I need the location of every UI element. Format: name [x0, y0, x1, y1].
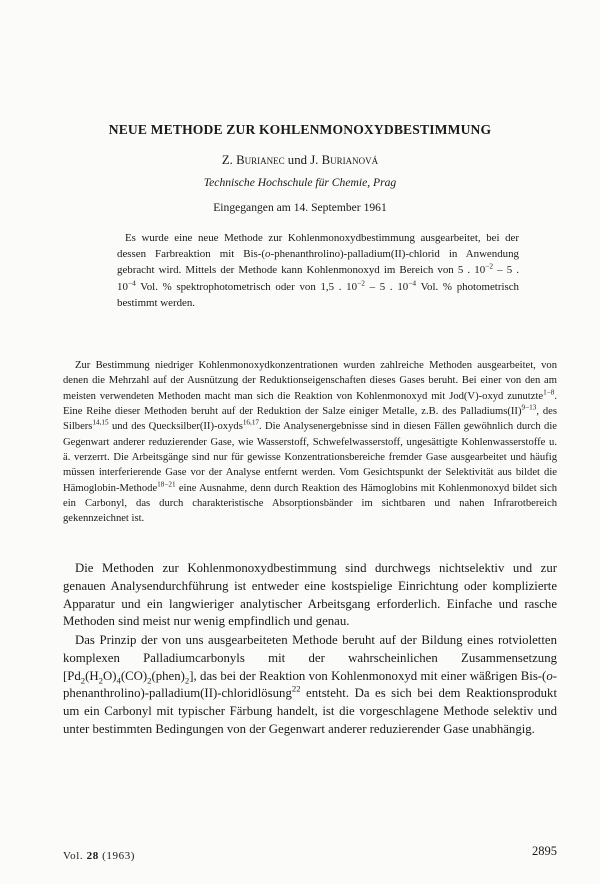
formula-subscript: 2	[147, 675, 152, 686]
author1-initial: Z.	[221, 153, 237, 167]
volume-year: (1963)	[98, 850, 136, 862]
abstract	[117, 230, 519, 311]
abstract-text: -phenanthrolino)-palladium(II)-chlorid in Anwendung gebracht wird. Mittels der Methode kann Kohlenmonoxyd im Bereich von 5 . 10	[117, 248, 519, 277]
author2-initial: J.	[310, 153, 322, 167]
reference-marker: 9−13	[521, 403, 537, 412]
abstract-exponent: −2	[485, 261, 494, 271]
article-title: NEUE METHODE ZUR KOHLENMONOXYDBESTIMMUNG	[108, 122, 492, 137]
intro-paragraph	[63, 358, 557, 527]
body-paragraph-principle	[63, 632, 557, 739]
principle-text: O)	[102, 668, 117, 683]
abstract-exponent: −2	[357, 277, 365, 287]
principle-text: ], das bei der Reaktion von Kohlenmonoxyd mit einer wäßrigen Bis-(	[189, 668, 547, 683]
formula-subscript: 2	[98, 675, 103, 686]
intro-text: eine Ausnahme, denn durch Reaktion des Hämoglobins mit Kohlenmonoxyd bildet sich ein Carbonyl, das durch charakteristische Absorptionsbänder im sichtbaren und nahen Infrarotbereich gekennzeichnet ist.	[63, 482, 557, 525]
principle-text: entsteht. Da es sich bei dem Reaktionsprodukt um ein Carbonyl mit typischer Färbung handelt, ist die vorgeschlagene Methode selektiv und unter bestimmten Bedingungen von der Gegenwart anderer reduzierender Gase unabhängig.	[63, 686, 557, 736]
principle-ortho: o	[546, 668, 553, 683]
volume-number: 28	[86, 850, 99, 862]
reference-marker: 18−21	[157, 480, 176, 489]
intro-text: Zur Bestimmung niedriger Kohlenmonoxydkonzentrationen wurden zahlreiche Methoden ausgearbeitet, von denen die Mehrzahl auf der Ausnützung der Reduktionseigenschaften dieses Gases beruht. Bei einer von den am meisten verwendeten Methoden macht man sich die Reaktion von Kohlenmonoxyd mit Jod(V)-oxyd zunutzte	[63, 360, 557, 402]
body-paragraph-methods: Die Methoden zur Kohlenmonoxydbestimmung sind durchwegs nichtselektiv und zur genauen Analysendurchführung ist entweder eine kostspielige Einrichtung oder komplizierte Apparatur und ein langwieriger analytischer Arbeitsgang erforderlich. Einfache und rasche Methoden sind meist nur wenig empfindlich und genau.	[63, 561, 557, 629]
reference-marker: 1−8	[543, 388, 555, 397]
principle-text: (CO)	[120, 668, 148, 683]
principle-text: (phen)	[151, 668, 185, 683]
intro-text: . Die Analysenergebnisse sind in diesen Fällen gewöhnlich durch die Gegenwart anderer reduzierender Gase, wie Wasserstoff, Schwefelwasserstoff, ungesättigte Kohlenwasserstoffe u. ä. verzerrt. Die Arbeitsgänge sind nur für gewisse Konzentrationsbereiche fremder Gase ausgearbeitet und häufig müssen interferierende Gase vor der Analyse entfernt werden. Vom Gesichtspunkt der Selektivität aus bildet die Hämoglobin-Methode	[63, 421, 557, 494]
reference-marker: 22	[291, 684, 301, 695]
formula-subscript: 4	[116, 675, 121, 686]
abstract-text: Vol. % spektrophotometrisch oder von 1,5 . 10	[135, 280, 358, 293]
authors-line	[0, 153, 600, 168]
author1-name: Burianec	[236, 153, 285, 167]
intro-text: . Eine Reihe dieser Methoden beruht auf der Reduktion der Salze einiger Metalle, z.B. des Palladiums(II)	[63, 390, 557, 418]
authors-conjunction: und	[284, 153, 311, 167]
abstract-text: Es wurde eine neue Methode zur Kohlenmonoxydbestimmung ausgearbeitet, bei der dessen Farbreaktion mit Bis-(	[117, 232, 519, 261]
principle-text: -phenanthrolino)-palladium(II)-chloridlösung	[63, 668, 557, 701]
received-date: Eingegangen am 14. September 1961	[213, 201, 387, 214]
journal-volume	[63, 850, 135, 862]
abstract-text: – 5 . 10	[117, 264, 520, 293]
page-number: 2895	[532, 844, 557, 858]
principle-text: (H	[85, 668, 99, 683]
reference-marker: 16,17	[242, 418, 259, 427]
abstract-exponent: −4	[408, 277, 417, 287]
abstract-text: Vol. % photometrisch bestimmt werden.	[117, 280, 519, 309]
volume-prefix: Vol.	[63, 850, 87, 862]
formula-subscript: 2	[80, 675, 86, 686]
author2-name: Burianová	[321, 153, 379, 167]
institution: Technische Hochschule für Chemie, Prag	[203, 176, 397, 189]
reference-marker: 14,15	[92, 418, 109, 427]
abstract-ortho: o	[265, 248, 271, 261]
abstract-exponent: −4	[127, 277, 136, 287]
principle-text: Das Prinzip der von uns ausgearbeiteten Methode beruht auf der Bildung eines rotvioletten komplexen Palladiumcarbonyls mit der wahrscheinlichen Zusammensetzung [Pd	[63, 633, 557, 683]
intro-text: , des Silbers	[63, 406, 557, 433]
intro-text: und des Quecksilber(II)-oxyds	[108, 421, 243, 433]
formula-subscript: 2	[184, 675, 190, 686]
abstract-text: – 5 . 10	[364, 280, 409, 293]
